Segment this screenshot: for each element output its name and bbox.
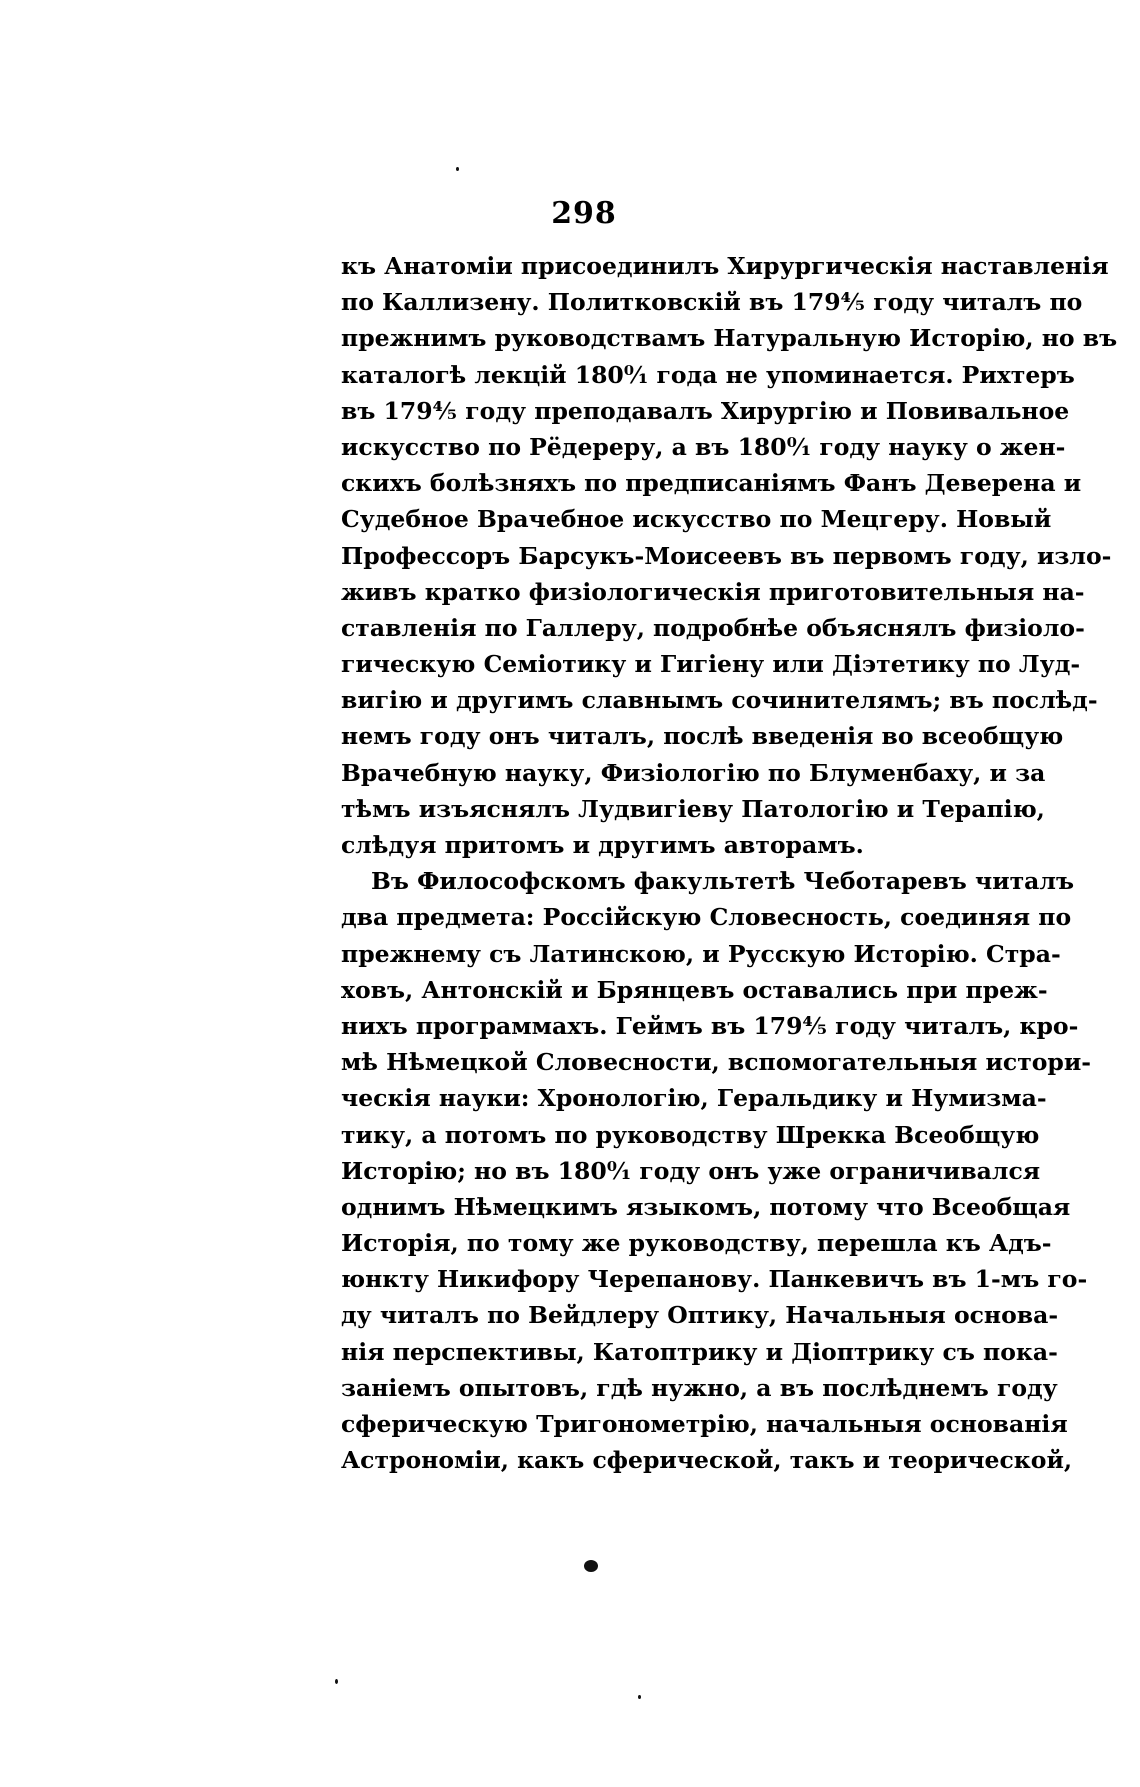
- text-line: заніемъ опытовъ, гдѣ нужно, а въ послѣднемъ году: [341, 1373, 1058, 1402]
- text-line: Профессоръ Барсукъ-Моисеевъ въ первомъ году, изло-: [341, 541, 1112, 570]
- text-line: нія перспективы, Катоптрику и Діоптрику съ пока-: [341, 1337, 1058, 1366]
- ink-speck: [335, 1679, 338, 1684]
- page-number: 298: [551, 196, 617, 231]
- text-line: вигію и другимъ славнымъ сочинителямъ; въ послѣд-: [341, 686, 1098, 715]
- ink-speck: [638, 1695, 641, 1699]
- text-line: ду читалъ по Вейдлеру Оптику, Начальныя основа-: [341, 1301, 1059, 1330]
- text-line: Судебное Врачебное искусство по Мецгеру. Новый: [341, 505, 1052, 534]
- text-line: юнкту Никифору Черепанову. Панкевичъ въ 1-мъ го-: [341, 1265, 1088, 1294]
- text-line: ховъ, Антонскій и Брянцевъ оставались при преж-: [341, 975, 1048, 1004]
- ink-speck: [456, 167, 459, 171]
- text-line: по Каллизену. Политковскій въ 179⁴⁄₅ году читалъ по: [341, 288, 1083, 317]
- text-line: живъ кратко физіологическія приготовительныя на-: [341, 577, 1085, 606]
- text-line: Исторія, по тому же руководству, перешла къ Адъ-: [341, 1229, 1052, 1258]
- text-line: сферическую Тригонометрію, начальныя основанія: [341, 1410, 1068, 1438]
- text-line: ческія науки: Хронологію, Геральдику и Нумизма-: [341, 1084, 1047, 1113]
- text-line: мѣ Нѣмецкой Словесности, вспомогательныя истори-: [341, 1048, 1092, 1077]
- text-line: въ 179⁴⁄₅ году преподавалъ Хирургію и Повивальное: [341, 396, 1070, 425]
- body-text: [341, 248, 1118, 1478]
- text-line: гическую Семіотику и Гигіену или Діэтетику по Луд-: [341, 650, 1081, 679]
- text-line: прежнимъ руководствамъ Натуральную Исторію, но въ: [341, 324, 1118, 353]
- text-line: тѣмъ изъяснялъ Лудвигіеву Патологію и Терапію,: [341, 794, 1045, 823]
- text-line: каталогѣ лекцій 180⁰⁄₁ года не упоминается. Рихтеръ: [341, 360, 1075, 389]
- text-line: искусство по Рёдереру, а въ 180⁰⁄₁ году науку о жен-: [341, 432, 1066, 461]
- text-line: слѣдуя притомъ и другимъ авторамъ.: [341, 831, 864, 859]
- text-line: прежнему съ Латинскою, и Русскую Исторію. Стра-: [341, 939, 1061, 968]
- text-line: скихъ болѣзняхъ по предписаніямъ Фанъ Деверена и: [341, 469, 1082, 498]
- text-line: Астрономіи, какъ сферической, такъ и теорической,: [341, 1446, 1073, 1475]
- text-line: ставленія по Галлеру, подробнѣе объяснялъ физіоло-: [341, 613, 1085, 642]
- text-line: Въ Философскомъ факультетѣ Чеботаревъ читалъ: [371, 867, 1075, 896]
- text-line: немъ году онъ читалъ, послѣ введенія во всеобщую: [341, 722, 1064, 751]
- text-line: два предмета: Россійскую Словесность, соединяя по: [341, 903, 1072, 932]
- text-line: нихъ программахъ. Геймъ въ 179⁴⁄₅ году читалъ, кро-: [341, 1011, 1079, 1040]
- text-line: однимъ Нѣмецкимъ языкомъ, потому что Всеобщая: [341, 1192, 1071, 1221]
- paragraph-2: [341, 863, 1092, 1478]
- text-line: Исторію; но въ 180⁰⁄₁ году онъ уже ограничивался: [341, 1156, 1041, 1185]
- paragraph-1: [341, 248, 1118, 863]
- text-line: къ Анатоміи присоединилъ Хирургическія наставленія: [341, 252, 1109, 280]
- ink-speck: [584, 1560, 598, 1572]
- text-line: тику, а потомъ по руководству Шрекка Всеобщую: [341, 1120, 1040, 1149]
- text-line: Врачебную науку, Физіологію по Блуменбаху, и за: [341, 758, 1046, 787]
